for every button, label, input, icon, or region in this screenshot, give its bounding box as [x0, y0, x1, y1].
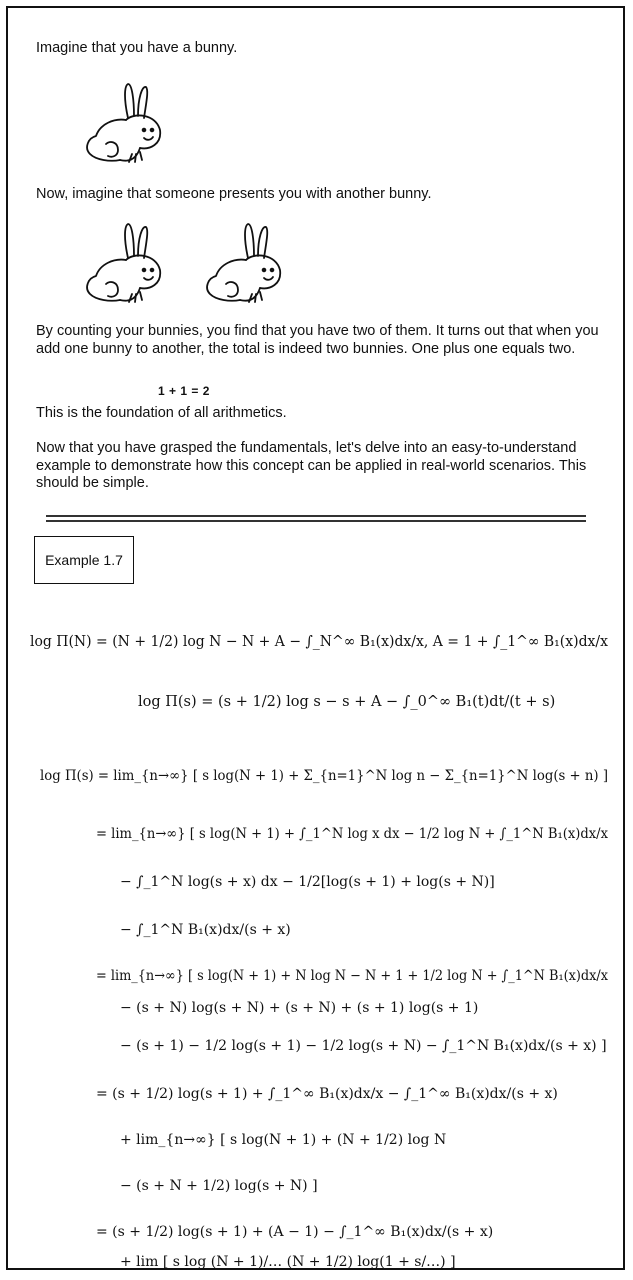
- page-frame: [6, 6, 625, 1270]
- intro-line-3: By counting your bunnies, you find that you have two of them. It turns out that when you add one bunny to another, the total is indeed two bunnies. One plus one equals two.: [36, 323, 599, 357]
- derivation-line-2: = lim_{n→∞} [ s log(N + 1) + ∫_1^N log x dx − 1/2 log N + ∫_1^N B₁(x)dx/x: [96, 826, 609, 842]
- derivation-line-12: + lim [ s log (N + 1)/… (N + 1/2) log(1 + s/…) ]: [120, 1254, 456, 1268]
- divider-line: [46, 520, 586, 522]
- example-label: Example 1.7: [45, 552, 123, 568]
- derivation-line-5: = lim_{n→∞} [ s log(N + 1) + N log N − N + 1 + 1/2 log N + ∫_1^N B₁(x)dx/x: [96, 968, 609, 984]
- formula-log-pi-N: log Π(N) = (N + 1/2) log N − N + A − ∫_N^∞ B₁(x)dx/x, A = 1 + ∫_1^∞ B₁(x)dx/x: [30, 634, 608, 650]
- derivation-line-8: = (s + 1/2) log(s + 1) + ∫_1^∞ B₁(x)dx/x − ∫_1^∞ B₁(x)dx/(s + x): [96, 1086, 558, 1102]
- derivation-line-9: + lim_{n→∞} [ s log(N + 1) + (N + 1/2) log N: [120, 1132, 447, 1148]
- bunny-illustration: [196, 218, 288, 314]
- math-derivation: [8, 598, 623, 1268]
- derivation-line-11: = (s + 1/2) log(s + 1) + (A − 1) − ∫_1^∞ B₁(x)dx/(s + x): [96, 1224, 494, 1240]
- derivation-line-4: − ∫_1^N B₁(x)dx/(s + x): [120, 922, 291, 938]
- formula-log-pi-s: log Π(s) = (s + 1/2) log s − s + A − ∫_0^∞ B₁(t)dt/(t + s): [138, 694, 556, 710]
- example-label-box: [34, 536, 134, 584]
- bunny-illustration: [76, 78, 168, 174]
- derivation-line-1: log Π(s) = lim_{n→∞} [ s log(N + 1) + Σ_{n=1}^N log n − Σ_{n=1}^N log(s + n) ]: [40, 768, 608, 784]
- derivation-line-3: − ∫_1^N log(s + x) dx − 1/2[log(s + 1) + log(s + N)]: [120, 874, 495, 890]
- intro-line-5: Now that you have grasped the fundamentals, let's delve into an easy-to-understand example to demonstrate how this concept can be applied in real-world scenarios. This should be simple.: [36, 440, 587, 491]
- divider-line: [46, 515, 586, 517]
- intro-line-2: Now, imagine that someone presents you with another bunny.: [36, 186, 432, 202]
- intro-line-4: This is the foundation of all arithmetics.: [36, 405, 287, 421]
- intro-line-1: Imagine that you have a bunny.: [36, 40, 238, 56]
- derivation-line-7: − (s + 1) − 1/2 log(s + 1) − 1/2 log(s + N) − ∫_1^N B₁(x)dx/(s + x) ]: [120, 1038, 607, 1054]
- bunny-illustration: [76, 218, 168, 314]
- derivation-line-10: − (s + N + 1/2) log(s + N) ]: [120, 1178, 318, 1194]
- derivation-line-6: − (s + N) log(s + N) + (s + N) + (s + 1) log(s + 1): [120, 1000, 479, 1016]
- one-plus-one-equation: 1 + 1 = 2: [158, 384, 210, 398]
